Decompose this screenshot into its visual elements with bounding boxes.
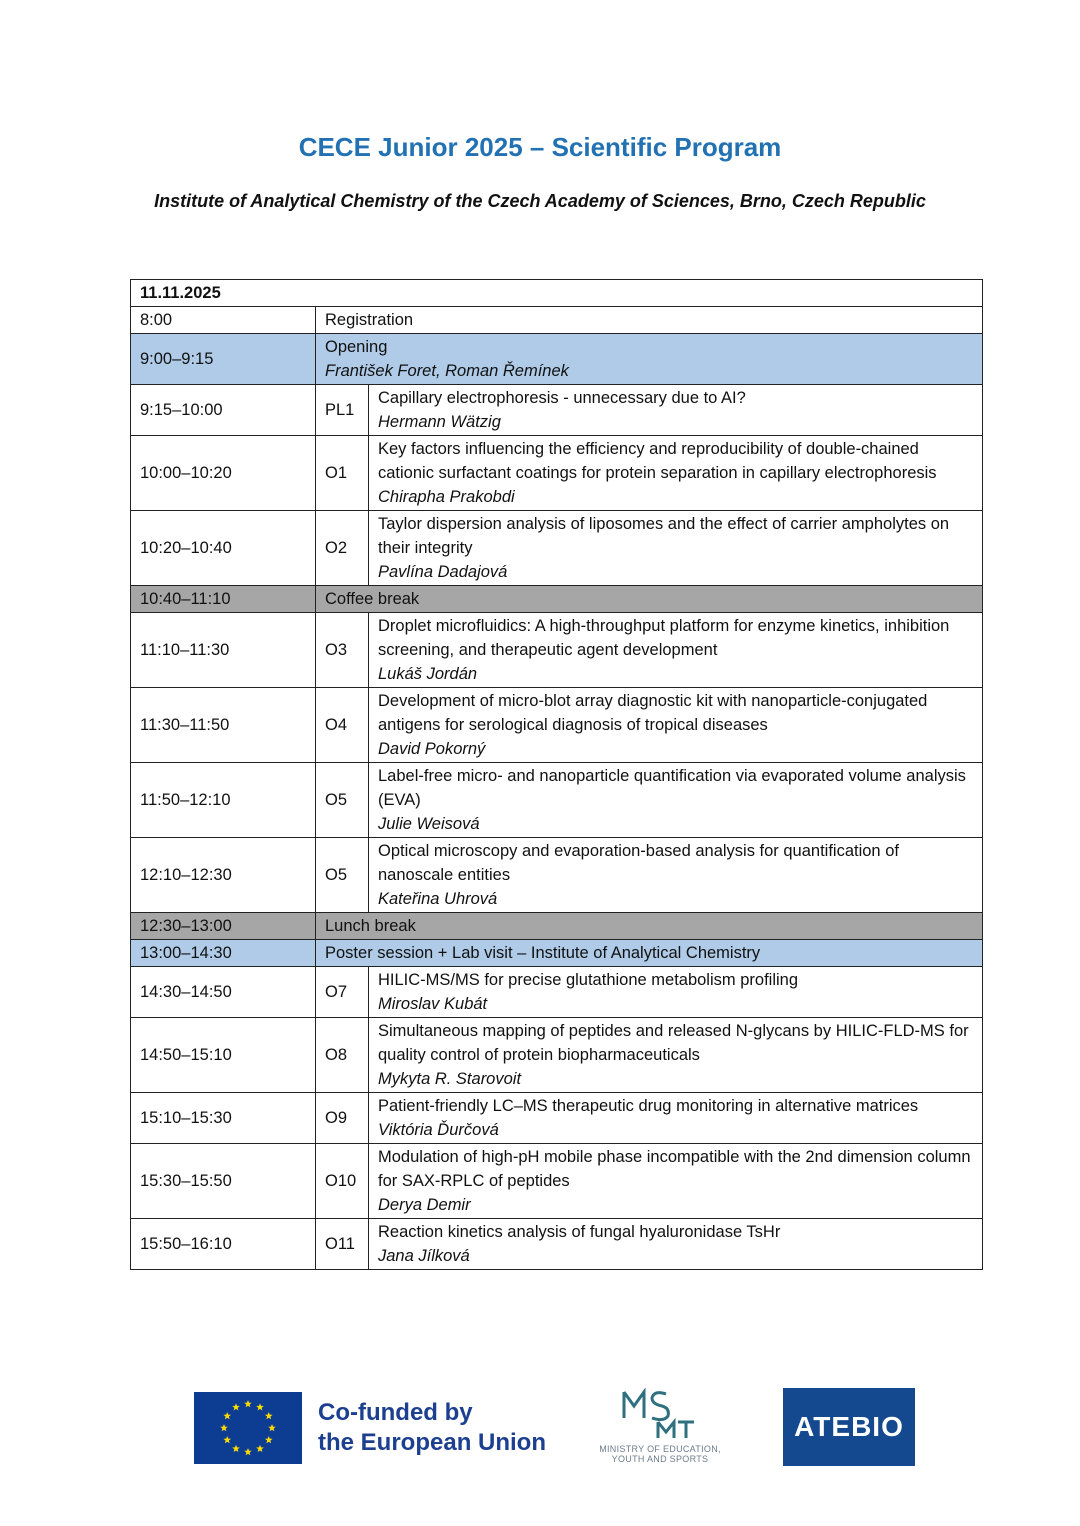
eu-flag-logo — [194, 1392, 302, 1464]
talk-speaker: Chirapha Prakobdi — [378, 488, 515, 506]
program-row — [131, 334, 983, 385]
atebio-logo: ATEBIO — [783, 1388, 915, 1466]
row-time: 14:50–15:10 — [131, 1018, 316, 1093]
talk-details — [369, 688, 983, 763]
talk-speaker: Pavlína Dadajová — [378, 563, 508, 581]
talk-code: O7 — [316, 967, 369, 1018]
row-time: 11:50–12:10 — [131, 763, 316, 838]
eu-star-icon — [265, 1436, 273, 1443]
program-row — [131, 763, 983, 838]
row-time: 12:30–13:00 — [131, 913, 316, 940]
row-time: 15:10–15:30 — [131, 1093, 316, 1144]
talk-details — [369, 436, 983, 511]
program-row — [131, 1018, 983, 1093]
talk-details — [369, 1144, 983, 1219]
talk-speaker: Mykyta R. Starovoit — [378, 1070, 522, 1088]
eu-text-line2: the European Union — [318, 1429, 546, 1456]
talk-title: Key factors influencing the efficiency and reproducibility of double-chained cationic surfactant coatings for protein separation in capillary electrophoresis — [378, 440, 937, 482]
talk-code: O9 — [316, 1093, 369, 1144]
row-time: 11:30–11:50 — [131, 688, 316, 763]
program-row — [131, 940, 983, 967]
talk-title: Taylor dispersion analysis of liposomes and the effect of carrier ampholytes on their integrity — [378, 515, 950, 557]
msmt-text-line1: MINISTRY OF EDUCATION, — [599, 1444, 721, 1454]
talk-title: Patient-friendly LC–MS therapeutic drug monitoring in alternative matrices — [378, 1097, 919, 1115]
talk-speaker: Lukáš Jordán — [378, 665, 478, 683]
row-event — [316, 940, 983, 967]
talk-title: HILIC-MS/MS for precise glutathione metabolism profiling — [378, 971, 799, 989]
msmt-logo — [580, 1388, 740, 1468]
program-row — [131, 1144, 983, 1219]
eu-cofunded-text — [318, 1398, 546, 1458]
talk-title: Development of micro-blot array diagnostic kit with nanoparticle-conjugated antigens for serological diagnosis of tropical diseases — [378, 692, 928, 734]
talk-code: PL1 — [316, 385, 369, 436]
talk-speaker: Miroslav Kubát — [378, 995, 488, 1013]
event-label: Lunch break — [325, 917, 416, 935]
page-title: CECE Junior 2025 – Scientific Program — [298, 132, 782, 162]
row-event — [316, 334, 983, 385]
event-label: Coffee break — [325, 590, 420, 608]
program-row — [131, 613, 983, 688]
talk-code: O4 — [316, 688, 369, 763]
talk-title: Droplet microfluidics: A high-throughput platform for enzyme kinetics, inhibition screening, and therapeutic agent development — [378, 617, 950, 659]
program-row — [131, 436, 983, 511]
row-event — [316, 586, 983, 613]
talk-title: Reaction kinetics analysis of fungal hyaluronidase TsHr — [378, 1223, 781, 1241]
eu-star-icon — [220, 1424, 228, 1431]
eu-text-line1: Co-funded by — [318, 1399, 473, 1426]
row-time: 10:20–10:40 — [131, 511, 316, 586]
event-speakers: František Foret, Roman Řemínek — [325, 362, 569, 380]
program-row — [131, 838, 983, 913]
eu-star-icon — [268, 1424, 276, 1431]
talk-details — [369, 1219, 983, 1270]
page-subtitle: Institute of Analytical Chemistry of the Czech Academy of Sciences, Brno, Czech Republic — [154, 191, 926, 211]
row-event — [316, 307, 983, 334]
row-time: 15:30–15:50 — [131, 1144, 316, 1219]
eu-star-icon — [223, 1412, 231, 1419]
program-row — [131, 385, 983, 436]
talk-details — [369, 967, 983, 1018]
row-time: 9:15–10:00 — [131, 385, 316, 436]
program-row — [131, 586, 983, 613]
talk-speaker: Kateřina Uhrová — [378, 890, 498, 908]
program-row — [131, 1219, 983, 1270]
msmt-text-line2: YOUTH AND SPORTS — [611, 1454, 709, 1464]
talk-speaker: Hermann Wätzig — [378, 413, 501, 431]
talk-speaker: David Pokorný — [378, 740, 486, 758]
event-label: Opening — [325, 338, 388, 356]
eu-star-icon — [256, 1403, 264, 1410]
talk-code: O5 — [316, 763, 369, 838]
program-row — [131, 307, 983, 334]
talk-title: Capillary electrophoresis - unnecessary due to AI? — [378, 389, 746, 407]
row-time: 11:10–11:30 — [131, 613, 316, 688]
talk-details — [369, 1093, 983, 1144]
talk-code: O3 — [316, 613, 369, 688]
talk-code: O2 — [316, 511, 369, 586]
row-time: 8:00 — [131, 307, 316, 334]
talk-details — [369, 1018, 983, 1093]
talk-title: Label-free micro- and nanoparticle quantification via evaporated volume analysis (EVA) — [378, 767, 966, 809]
row-time: 15:50–16:10 — [131, 1219, 316, 1270]
talk-code: O8 — [316, 1018, 369, 1093]
talk-details — [369, 385, 983, 436]
talk-title: Modulation of high-pH mobile phase incompatible with the 2nd dimension column for SAX-RPLC of peptides — [378, 1148, 971, 1190]
event-label: Registration — [325, 311, 414, 329]
eu-star-icon — [244, 1400, 252, 1407]
talk-details — [369, 838, 983, 913]
talk-speaker: Julie Weisová — [378, 815, 480, 833]
eu-star-icon — [232, 1445, 240, 1452]
eu-star-icon — [244, 1448, 252, 1455]
eu-star-icon — [223, 1436, 231, 1443]
talk-code: O11 — [316, 1219, 369, 1270]
talk-code: O5 — [316, 838, 369, 913]
talk-title: Simultaneous mapping of peptides and released N-glycans by HILIC-FLD-MS for quality control of protein biopharmaceuticals — [378, 1022, 969, 1064]
program-row — [131, 511, 983, 586]
talk-speaker: Derya Demir — [378, 1196, 471, 1214]
row-time: 13:00–14:30 — [131, 940, 316, 967]
event-label: Poster session + Lab visit – Institute of Analytical Chemistry — [325, 944, 761, 962]
row-time: 10:40–11:10 — [131, 586, 316, 613]
eu-star-icon — [265, 1412, 273, 1419]
program-row — [131, 1093, 983, 1144]
program-date: 11.11.2025 — [131, 280, 983, 307]
row-event — [316, 913, 983, 940]
eu-star-icon — [256, 1445, 264, 1452]
program-row — [131, 688, 983, 763]
row-time: 10:00–10:20 — [131, 436, 316, 511]
talk-details — [369, 511, 983, 586]
talk-speaker: Viktória Ďurčová — [378, 1121, 499, 1139]
row-time: 9:00–9:15 — [131, 334, 316, 385]
talk-speaker: Jana Jílková — [378, 1247, 470, 1265]
talk-details — [369, 763, 983, 838]
talk-code: O1 — [316, 436, 369, 511]
talk-code: O10 — [316, 1144, 369, 1219]
msmt-mark-icon — [620, 1388, 700, 1440]
eu-star-icon — [232, 1403, 240, 1410]
talk-title: Optical microscopy and evaporation-based analysis for quantification of nanoscale entities — [378, 842, 899, 884]
talk-details — [369, 613, 983, 688]
program-row — [131, 967, 983, 1018]
row-time: 12:10–12:30 — [131, 838, 316, 913]
program-table — [130, 279, 983, 1270]
row-time: 14:30–14:50 — [131, 967, 316, 1018]
date-row — [131, 280, 983, 307]
program-row — [131, 913, 983, 940]
